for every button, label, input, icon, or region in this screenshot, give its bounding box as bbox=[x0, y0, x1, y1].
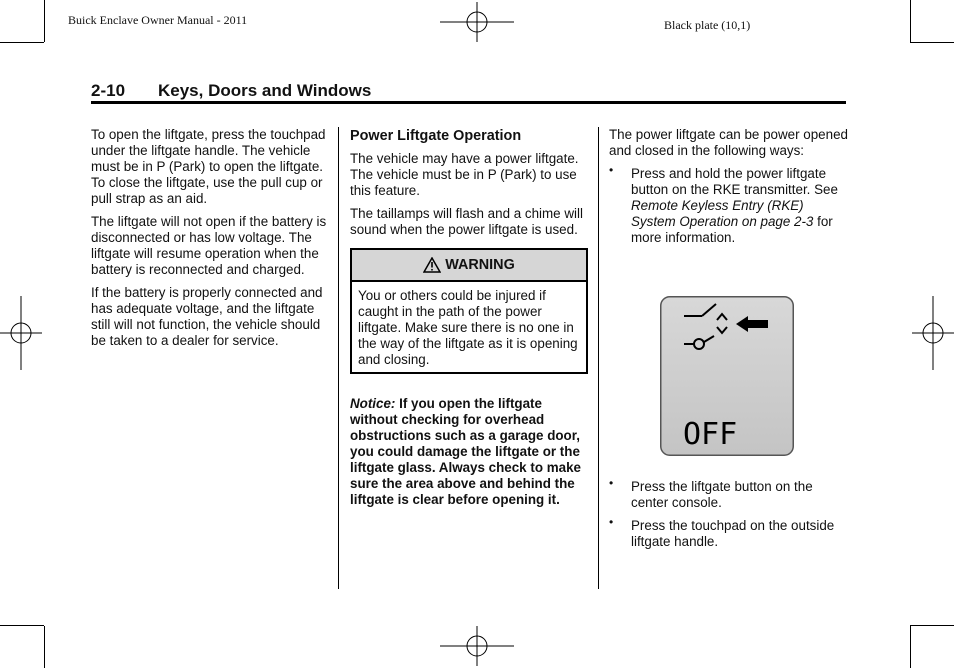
warning-box bbox=[350, 248, 588, 374]
column-divider bbox=[338, 127, 339, 589]
registration-mark-top bbox=[440, 2, 514, 42]
notice-label: Notice: bbox=[350, 396, 396, 411]
bullet-icon: • bbox=[609, 476, 614, 490]
paragraph: The vehicle may have a power liftgate. The vehicle must be in P (Park) to use this feature. bbox=[350, 151, 579, 198]
cross-reference-link: Remote Keyless Entry (RKE) System Operation on page 2-3 bbox=[631, 198, 814, 229]
bullet-icon: • bbox=[609, 163, 614, 177]
notice-text: If you open the liftgate without checking for overhead obstructions such as a garage door, you could damage the liftgate or the liftgate glass. Always check to make sure the area above and behind the liftgate is clear before opening it. bbox=[350, 396, 581, 507]
bullet-text: for more information. bbox=[631, 214, 833, 245]
crop-mark bbox=[910, 626, 911, 668]
liftgate-switch-illustration bbox=[660, 296, 794, 456]
crop-mark bbox=[44, 0, 45, 42]
section-rule bbox=[91, 101, 846, 104]
column-1 bbox=[91, 127, 331, 356]
crop-mark bbox=[910, 0, 911, 42]
crop-mark bbox=[910, 42, 954, 43]
bullet-text: Press the touchpad on the outside liftgate handle. bbox=[631, 518, 835, 549]
bullet-text: Press the liftgate button on the center console. bbox=[631, 479, 813, 510]
crop-mark bbox=[910, 625, 954, 626]
crop-mark bbox=[0, 42, 44, 43]
bullet-text: Press and hold the power liftgate button on the RKE transmitter. See bbox=[631, 166, 838, 197]
list-item bbox=[609, 163, 849, 246]
section-header bbox=[91, 80, 846, 102]
warning-header bbox=[352, 250, 586, 282]
list-item bbox=[609, 476, 849, 511]
paragraph: The liftgate will not open if the battery is disconnected or has low voltage. The liftgate will resume operation when the battery is reconnected and charged. bbox=[91, 214, 327, 277]
warning-title: WARNING bbox=[445, 257, 515, 273]
paragraph: If the battery is properly connected and has adequate voltage, and the liftgate still will not function, the vehicle should be taken to a dealer for service. bbox=[91, 285, 323, 348]
print-header-right: Black plate (10,1) bbox=[664, 18, 751, 32]
bullet-icon: • bbox=[609, 515, 614, 529]
column-2 bbox=[350, 127, 588, 515]
notice bbox=[350, 396, 588, 508]
paragraph: The power liftgate can be power opened and closed in the following ways: bbox=[609, 127, 848, 158]
column-3-lower bbox=[609, 476, 849, 557]
list-item bbox=[609, 515, 849, 550]
paragraph: To open the liftgate, press the touchpad under the liftgate handle. The vehicle must be in P (Park) to open the liftgate. To close the liftgate, use the pull cup or pull strap as an aid. bbox=[91, 127, 326, 206]
section-title: Keys, Doors and Windows bbox=[158, 81, 372, 100]
registration-mark-bottom bbox=[440, 626, 514, 666]
column-divider bbox=[598, 127, 599, 589]
warning-body: You or others could be injured if caught in the path of the power liftgate. Make sure there is no one in the way of the liftgate as it is opening and closing. bbox=[358, 288, 578, 367]
registration-mark-right bbox=[912, 296, 954, 370]
crop-mark bbox=[0, 625, 44, 626]
column-3 bbox=[609, 127, 849, 253]
subsection-heading: Power Liftgate Operation bbox=[350, 128, 522, 144]
registration-mark-left bbox=[0, 296, 42, 370]
warning-triangle-icon bbox=[423, 257, 441, 273]
bullet-list bbox=[609, 163, 849, 246]
paragraph: The taillamps will flash and a chime will sound when the power liftgate is used. bbox=[350, 206, 583, 237]
print-header-left: Buick Enclave Owner Manual - 2011 bbox=[68, 13, 248, 27]
bullet-list bbox=[609, 476, 849, 550]
crop-mark bbox=[44, 626, 45, 668]
section-number: 2-10 bbox=[91, 81, 126, 100]
panel-off-label: OFF bbox=[683, 417, 738, 452]
